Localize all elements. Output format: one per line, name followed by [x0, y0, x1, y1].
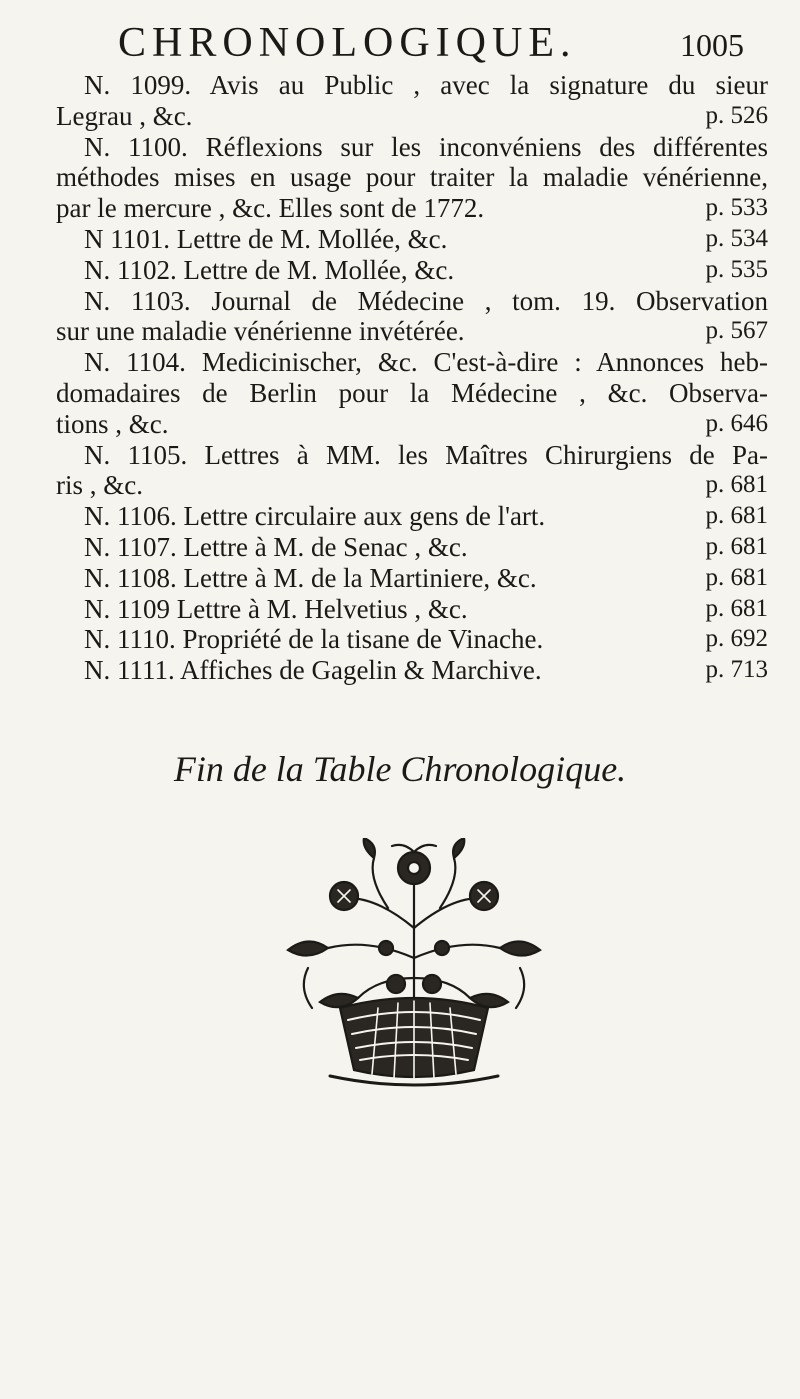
entry-1101: [56, 224, 768, 255]
entry-1108: [56, 563, 768, 594]
end-of-table-caption: Fin de la Table Chronologique.: [173, 749, 627, 789]
entry-1111: [56, 655, 768, 686]
entry-line: N. 1103. Journal de Médecine , tom. 19. Observation: [84, 285, 768, 316]
entry-1110: [56, 624, 768, 655]
entry-line-text: Legrau , &c.: [56, 100, 193, 131]
entry-line-text: sur une maladie vénérienne invétérée.: [56, 316, 465, 347]
entry-line: [56, 655, 768, 686]
entry-line: [56, 316, 768, 347]
entry-page-ref: p. 681: [705, 502, 768, 530]
entry-page-ref: p. 681: [705, 594, 768, 622]
entry-page-ref: p. 692: [705, 625, 768, 653]
entry-page-ref: p. 533: [705, 194, 768, 222]
entry-line: domadaires de Berlin pour la Médecine , &c. Observa-: [56, 377, 768, 408]
entry-line-text: tions , &c.: [56, 408, 169, 439]
entry-line: [56, 224, 768, 255]
entry-page-ref: p. 681: [705, 563, 768, 591]
entry-line-text: ris , &c.: [56, 470, 143, 501]
entry-line: [56, 501, 768, 532]
entry-line-text: par le mercure , &c. Elles sont de 1772.: [56, 193, 485, 224]
entry-1106: [56, 501, 768, 532]
entry-line: [56, 470, 768, 501]
entry-line-text: N. 1107. Lettre à M. de Senac , &c.: [84, 531, 468, 562]
entry-line: [56, 624, 768, 655]
entry-line-text: N. 1106. Lettre circulaire aux gens de l'art.: [84, 501, 546, 532]
entry-1107: [56, 532, 768, 563]
entry-line-text: N. 1108. Lettre à M. de la Martiniere, &c.: [84, 562, 537, 593]
entry-line-text: N. 1110. Propriété de la tisane de Vinache.: [84, 624, 544, 655]
entry-page-ref: p. 534: [705, 224, 768, 252]
entry-line-text: N. 1102. Lettre de M. Mollée, &c.: [84, 254, 455, 285]
entry-line: [56, 532, 768, 563]
entry-page-ref: p. 681: [705, 532, 768, 560]
entry-page-ref: p. 526: [705, 101, 768, 129]
entry-line: [56, 101, 768, 132]
entry-line: méthodes mises en usage pour traiter la maladie vénérienne,: [56, 162, 768, 193]
running-header: [0, 18, 800, 68]
entry-line: N. 1104. Medicinischer, &c. C'est-à-dire : Annonces heb-: [84, 347, 768, 378]
entry-page-ref: p. 681: [705, 471, 768, 499]
entry-line: N. 1100. Réflexions sur les inconvéniens des différentes: [84, 131, 768, 162]
entry-1100: [56, 132, 768, 224]
entry-line: [56, 193, 768, 224]
floral-basket-ornament-icon: [268, 838, 560, 1090]
chronological-entries: [56, 70, 768, 686]
entry-line: N. 1105. Lettres à MM. les Maîtres Chirurgiens de Pa-: [84, 439, 768, 470]
entry-1102: [56, 255, 768, 286]
entry-line: [56, 409, 768, 440]
entry-1099: [56, 70, 768, 132]
entry-page-ref: p. 567: [705, 317, 768, 345]
entry-line: [56, 563, 768, 594]
entry-line-text: N. 1111. Affiches de Gagelin & Marchive.: [84, 655, 542, 686]
entry-line-text: N 1101. Lettre de M. Mollée, &c.: [84, 223, 448, 254]
entry-1105: [56, 440, 768, 502]
entry-1103: [56, 286, 768, 348]
entry-line: [56, 255, 768, 286]
entry-page-ref: p. 713: [705, 656, 768, 684]
entry-1109: [56, 594, 768, 625]
entry-page-ref: p. 535: [705, 255, 768, 283]
entry-line-text: N. 1109 Lettre à M. Helvetius , &c.: [84, 593, 468, 624]
entry-line: N. 1099. Avis au Public , avec la signature du sieur: [84, 70, 768, 100]
entry-line: [56, 594, 768, 625]
entry-page-ref: p. 646: [705, 409, 768, 437]
entry-1104: [56, 347, 768, 439]
page-number: 1005: [680, 27, 744, 63]
running-title: CHRONOLOGIQUE.: [118, 20, 577, 66]
